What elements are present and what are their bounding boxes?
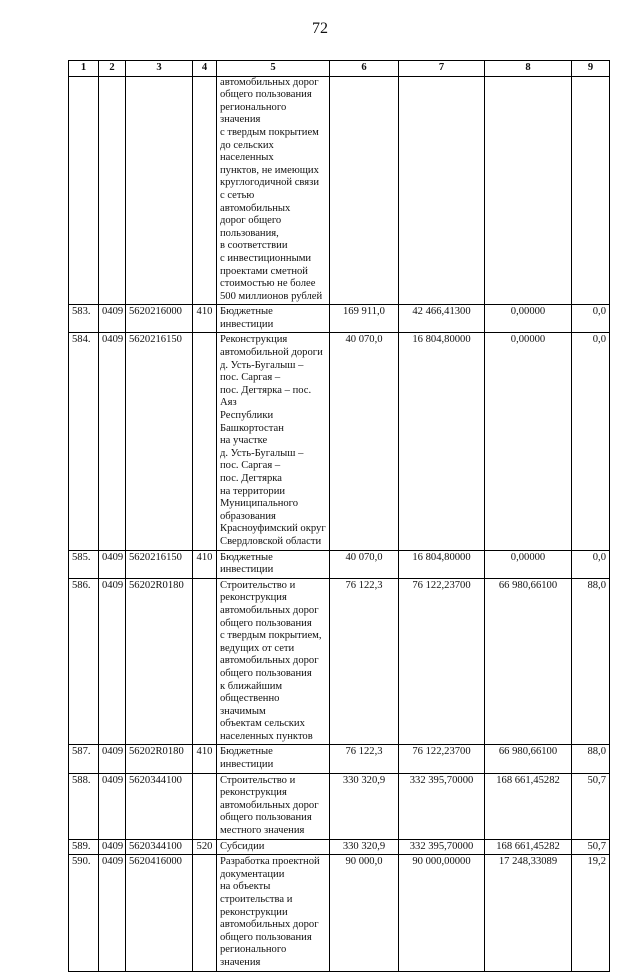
target-article-code: 5620344100	[126, 773, 193, 839]
header-cell: 3	[126, 61, 193, 77]
expense-type-code	[193, 855, 217, 971]
percent-col-9: 0,0	[572, 305, 610, 333]
value-col-7: 42 466,41300	[399, 305, 485, 333]
row-number: 586.	[69, 578, 99, 745]
description-line: общественно значимым	[220, 693, 280, 717]
description-line: с сетью автомобильных	[220, 189, 291, 214]
target-article-code: 5620344100	[126, 839, 193, 855]
expense-type-code	[193, 333, 217, 550]
section-code: 0409	[99, 333, 126, 550]
section-code: 0409	[99, 578, 126, 745]
expense-type-code: 520	[193, 839, 217, 855]
description-line: Свердловской области	[220, 535, 322, 547]
description-line: Реконструкция	[220, 334, 288, 346]
row-number: 584.	[69, 333, 99, 550]
description-line: общего пользования	[220, 89, 312, 101]
description-line: пос. Дегтярка	[220, 473, 282, 484]
item-description	[217, 578, 330, 745]
description-line: пос. Дегтярка – пос. Аяз	[220, 384, 312, 409]
description-line: с твердым покрытием	[220, 126, 319, 138]
percent-col-9: 19,2	[572, 855, 610, 971]
table-row	[69, 550, 610, 578]
item-description	[217, 839, 330, 855]
description-line: дорог общего	[220, 215, 282, 227]
value-col-8: 168 661,45282	[485, 839, 572, 855]
item-description	[217, 745, 330, 773]
value-col-8	[485, 76, 572, 305]
description-line: пос. Саргая –	[220, 372, 281, 384]
description-line: Бюджетные инвестиции	[220, 551, 274, 576]
description-line: общего пользования	[220, 931, 312, 943]
percent-col-9: 88,0	[572, 745, 610, 773]
table-row	[69, 839, 610, 855]
table-row	[69, 333, 610, 550]
value-col-6: 330 320,9	[330, 839, 399, 855]
description-line: населенных пунктов	[220, 730, 313, 742]
header-cell: 7	[399, 61, 485, 77]
section-code: 0409	[99, 773, 126, 839]
description-line: д. Усть-Бугалыш –	[220, 447, 304, 459]
value-col-8: 66 980,66100	[485, 578, 572, 745]
description-line: на объекты	[220, 881, 271, 893]
description-line: автомобильных дорог	[220, 604, 319, 616]
value-col-8: 0,00000	[485, 305, 572, 333]
description-line: автомобильных дорог	[220, 799, 319, 811]
percent-col-9: 0,0	[572, 333, 610, 550]
expense-type-code: 410	[193, 305, 217, 333]
row-number: 587.	[69, 745, 99, 773]
description-line: автомобильных дорог	[220, 919, 319, 931]
description-line: документации	[220, 868, 285, 880]
expense-type-code: 410	[193, 550, 217, 578]
value-col-8: 0,00000	[485, 550, 572, 578]
section-code: 0409	[99, 305, 126, 333]
value-col-8: 0,00000	[485, 333, 572, 550]
value-col-7: 16 804,80000	[399, 550, 485, 578]
value-col-6: 330 320,9	[330, 773, 399, 839]
percent-col-9: 88,0	[572, 578, 610, 745]
description-line: с твердым покрытием,	[220, 630, 322, 642]
value-col-7: 16 804,80000	[399, 333, 485, 550]
item-description	[217, 333, 330, 550]
description-line: ведущих от сети	[220, 642, 295, 654]
row-number: 585.	[69, 550, 99, 578]
expense-type-code	[193, 578, 217, 745]
table-row	[69, 773, 610, 839]
header-cell: 6	[330, 61, 399, 77]
value-col-7: 76 122,23700	[399, 745, 485, 773]
table-row	[69, 578, 610, 745]
description-line: реконструкция	[220, 592, 287, 604]
value-col-6: 40 070,0	[330, 550, 399, 578]
value-col-6: 90 000,0	[330, 855, 399, 971]
table-row	[69, 76, 610, 305]
item-description	[217, 855, 330, 971]
description-line: автомобильной дороги	[220, 347, 323, 359]
value-col-7: 332 395,70000	[399, 839, 485, 855]
value-col-6: 169 911,0	[330, 305, 399, 333]
description-line: в соответствии	[220, 240, 288, 252]
item-description	[217, 773, 330, 839]
description-line: общего пользования	[220, 667, 312, 679]
target-article-code: 56202R0180	[126, 745, 193, 773]
description-line: объектам сельских	[220, 718, 305, 730]
description-line: реконструкции	[220, 906, 288, 918]
description-line: Республики	[220, 410, 274, 422]
target-article-code: 5620216000	[126, 305, 193, 333]
description-line: Бюджетные инвестиции	[220, 306, 274, 330]
row-number: 588.	[69, 773, 99, 839]
expense-type-code	[193, 76, 217, 305]
section-code: 0409	[99, 745, 126, 773]
table-row	[69, 745, 610, 773]
target-article-code: 56202R0180	[126, 578, 193, 745]
value-col-6: 76 122,3	[330, 578, 399, 745]
description-line: д. Усть-Бугалыш –	[220, 359, 304, 371]
description-line: до сельских населенных	[220, 139, 274, 164]
value-col-7: 332 395,70000	[399, 773, 485, 839]
section-code: 0409	[99, 855, 126, 971]
description-line: Башкортостан	[220, 422, 284, 434]
percent-col-9: 0,0	[572, 550, 610, 578]
header-cell: 8	[485, 61, 572, 77]
value-col-6	[330, 76, 399, 305]
value-col-7	[399, 76, 485, 305]
section-code: 0409	[99, 550, 126, 578]
table-row	[69, 855, 610, 971]
header-cell: 1	[69, 61, 99, 77]
description-line: общего пользования	[220, 812, 312, 824]
description-line: Муниципального	[220, 498, 299, 510]
description-line: пользования,	[220, 227, 279, 239]
table-row	[69, 305, 610, 333]
percent-col-9: 50,7	[572, 839, 610, 855]
description-line: на территории	[220, 485, 286, 497]
item-description	[217, 76, 330, 305]
description-line: реконструкция	[220, 787, 287, 799]
expense-type-code: 410	[193, 745, 217, 773]
description-line: образования	[220, 510, 276, 522]
value-col-8: 168 661,45282	[485, 773, 572, 839]
description-line: местного значения	[220, 825, 305, 837]
target-article-code: 5620416000	[126, 855, 193, 971]
description-line: круглогодичной связи	[220, 177, 320, 189]
description-line: общего пользования	[220, 617, 312, 629]
budget-table	[68, 60, 610, 972]
description-line: регионального значения	[220, 101, 287, 126]
header-row	[69, 61, 610, 77]
header-cell: 2	[99, 61, 126, 77]
value-col-7: 90 000,00000	[399, 855, 485, 971]
section-code: 0409	[99, 839, 126, 855]
expense-type-code	[193, 773, 217, 839]
description-line: проектами сметной	[220, 265, 308, 277]
description-line: с инвестиционными	[220, 252, 312, 264]
description-line: Субсидии	[220, 840, 265, 852]
page-number: 72	[312, 20, 328, 37]
description-line: Красноуфимский округ	[220, 523, 326, 535]
header-cell: 5	[217, 61, 330, 77]
row-number: 583.	[69, 305, 99, 333]
description-line: Строительство и	[220, 774, 296, 786]
value-col-8: 17 248,33089	[485, 855, 572, 971]
item-description	[217, 550, 330, 578]
description-line: к ближайшим	[220, 680, 283, 692]
row-number	[69, 76, 99, 305]
description-line: автомобильных дорог	[220, 655, 319, 667]
description-line: строительства и	[220, 894, 293, 905]
row-number: 589.	[69, 839, 99, 855]
header-cell: 9	[572, 61, 610, 77]
description-line: пос. Саргая –	[220, 460, 281, 472]
description-line: Строительство и	[220, 579, 296, 591]
value-col-6: 76 122,3	[330, 745, 399, 773]
description-line: стоимостью не более	[220, 278, 316, 290]
table-body	[69, 76, 610, 971]
row-number: 590.	[69, 855, 99, 971]
description-line: 500 миллионов рублей	[220, 290, 323, 302]
percent-col-9	[572, 76, 610, 305]
value-col-7: 76 122,23700	[399, 578, 485, 745]
header-cell: 4	[193, 61, 217, 77]
percent-col-9: 50,7	[572, 773, 610, 839]
item-description	[217, 305, 330, 333]
target-article-code	[126, 76, 193, 305]
target-article-code: 5620216150	[126, 333, 193, 550]
value-col-8: 66 980,66100	[485, 745, 572, 773]
description-line: на участке	[220, 435, 268, 447]
description-line: регионального значения	[220, 944, 287, 968]
target-article-code: 5620216150	[126, 550, 193, 578]
section-code	[99, 76, 126, 305]
description-line: пунктов, не имеющих	[220, 164, 319, 176]
description-line: Разработка проектной	[220, 856, 320, 868]
description-line: Бюджетные инвестиции	[220, 746, 274, 771]
description-line: автомобильных дорог	[220, 76, 319, 88]
value-col-6: 40 070,0	[330, 333, 399, 550]
